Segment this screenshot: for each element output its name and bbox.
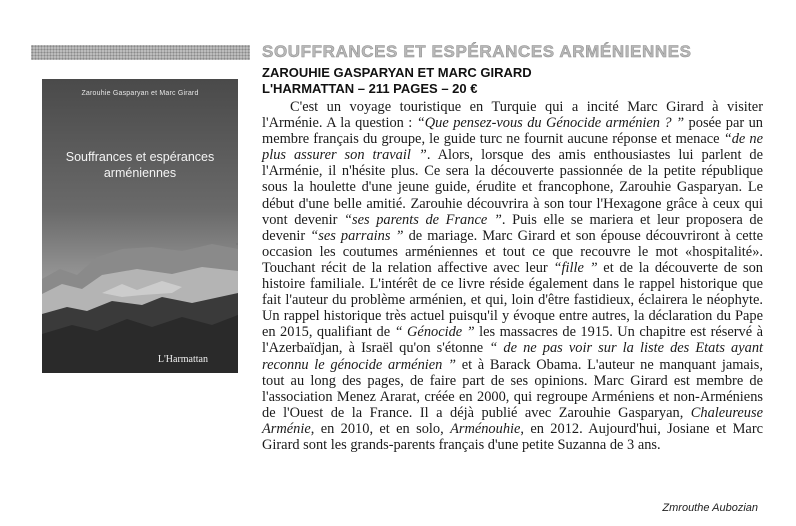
body-text-part: , en 2012. Aujourd'hui, Josiane et Marc Girard sont les grands-parents français d'une petite Suzanna de 3 ans. — [262, 420, 763, 453]
body-quote: “ses parents de France ” — [343, 211, 502, 228]
body-text-part: , en 2010, et en solo, — [310, 420, 451, 437]
cover-title — [42, 149, 238, 181]
cover-title-line1: Souffrances et espérances — [65, 150, 215, 164]
body-text-part: C'est un voyage touristique en Turquie qui a incité Marc Girard à visiter l'Arménie. A la question : — [262, 99, 763, 132]
body-quote: “ses parrains ” — [310, 227, 404, 244]
body-text-part: . Alors, lorsque des amis enthousiastes lui parlent de l'Arménie, il n'hésite plus. Ce sera la découverte passionnée de la petite république sous la houlette d'une jeune guide, érudite et francophone, Zarouhie Gasparyan. Le début d'une belle amitié. Zarouhie découvrira à son tour l'Hexagone grâce à ceux qui vont devenir — [262, 147, 763, 228]
article-authors: ZAROUHIE GASPARYAN ET MARC GIRARD — [262, 65, 532, 80]
body-text-part: les massacres de 1915. Un chapitre est réservé à l'Azerbaïdjan, à Israël qu'on s'étonne — [262, 324, 763, 357]
article-signature: Zmrouthe Aubozian — [662, 502, 758, 514]
body-quote: “ Génocide ” — [394, 324, 475, 341]
cover-publisher: L'Harmattan — [157, 354, 208, 365]
body-quote: “de ne plus assurer son travail ” — [262, 131, 763, 164]
header-band — [31, 45, 250, 60]
cover-landscape-art — [42, 79, 238, 373]
article-body — [262, 99, 763, 453]
stray-dot — [236, 243, 238, 245]
cover-title-line2: arméniennes — [103, 166, 177, 180]
book-cover — [42, 79, 238, 373]
body-quote: “Que pensez-vous du Génocide arménien ? ” — [416, 115, 685, 132]
body-text-part: et à Barack Obama. L'auteur ne manquant jamais, tout au long des pages, de faire part de ses opinions. Marc Girard est membre de l'association Menez Ararat, créée en 2000, qui regroupe Arméniens et non-Arméniens de l'Ouest de la France. Il a déjà publié avec Zarouhie Gasparyan, — [262, 356, 763, 421]
body-quote: “ de ne pas voir sur la liste des Etats ayant reconnu le génocide arménien ” — [262, 340, 764, 373]
book-title-reference: Chaleureuse Arménie — [262, 404, 763, 437]
book-title-reference: Arménouhie — [450, 420, 521, 437]
body-text-part: et de la découverte de son histoire familiale. L'intérêt de ce livre réside également dans le rappel historique que fait l'auteur du problème arménien, et qui, loin d'être fastidieux, éclairera le néophyte. Un rappel historique très actuel puisqu'il y évoque entre autres, la déclaration du Pape en 2015, qualifiant de — [262, 259, 763, 341]
body-text-part: de mariage. Marc Girard et son épouse découvriront à cette occasion les coutumes arméniennes et tout ce que recouvre le mot «hospitalité». Touchant récit de la relation affective avec leur — [262, 227, 764, 276]
article-publisher-info: L'HARMATTAN – 211 PAGES – 20 € — [262, 81, 478, 96]
article-title: SOUFFRANCES ET ESPÉRANCES ARMÉNIENNES — [262, 42, 692, 61]
body-text-part: posée par un membre français du groupe, le guide turc ne fournit aucune réponse et menace — [262, 115, 763, 148]
body-text-part: . Puis elle se mariera et leur proposera de devenir — [262, 211, 763, 244]
cover-authors: Zarouhie Gasparyan et Marc Girard — [81, 90, 199, 97]
body-quote: “fille ” — [553, 259, 598, 276]
